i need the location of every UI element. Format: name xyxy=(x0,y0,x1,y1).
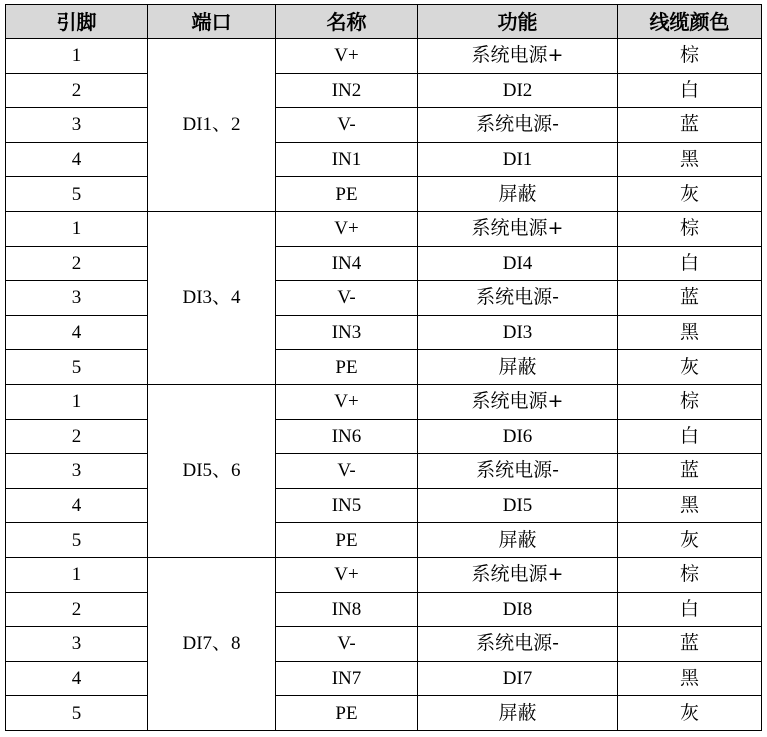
cable-color-cell: 白 xyxy=(618,419,762,454)
port-cell: DI7、8 xyxy=(148,557,276,730)
signal-name-cell: PE xyxy=(276,696,418,731)
port-cell: DI5、6 xyxy=(148,384,276,557)
pin-number-cell: 4 xyxy=(6,315,148,350)
pin-number-cell: 3 xyxy=(6,454,148,489)
table-row xyxy=(6,523,762,558)
signal-name-cell: IN4 xyxy=(276,246,418,281)
table-row xyxy=(6,315,762,350)
signal-name-cell: V+ xyxy=(276,384,418,419)
pin-number-cell: 2 xyxy=(6,592,148,627)
header-name: 名称 xyxy=(276,5,418,39)
pin-assignment-table xyxy=(5,4,762,731)
function-cell: 系统电源+ xyxy=(418,39,618,74)
signal-name-cell: IN7 xyxy=(276,661,418,696)
cable-color-cell: 棕 xyxy=(618,557,762,592)
table-row xyxy=(6,384,762,419)
function-cell: DI5 xyxy=(418,488,618,523)
signal-name-cell: IN8 xyxy=(276,592,418,627)
cable-color-cell: 蓝 xyxy=(618,108,762,143)
header-pin: 引脚 xyxy=(6,5,148,39)
pin-number-cell: 4 xyxy=(6,488,148,523)
table-row xyxy=(6,177,762,212)
signal-name-cell: PE xyxy=(276,350,418,385)
cable-color-cell: 灰 xyxy=(618,177,762,212)
cable-color-cell: 白 xyxy=(618,592,762,627)
cable-color-cell: 灰 xyxy=(618,523,762,558)
cable-color-cell: 黑 xyxy=(618,315,762,350)
table-row xyxy=(6,211,762,246)
table-row xyxy=(6,592,762,627)
signal-name-cell: IN6 xyxy=(276,419,418,454)
table-row xyxy=(6,142,762,177)
signal-name-cell: IN1 xyxy=(276,142,418,177)
function-cell: 系统电源- xyxy=(418,454,618,489)
function-cell: 屏蔽 xyxy=(418,696,618,731)
cable-color-cell: 棕 xyxy=(618,384,762,419)
pin-number-cell: 1 xyxy=(6,39,148,74)
signal-name-cell: IN5 xyxy=(276,488,418,523)
table-row xyxy=(6,108,762,143)
pin-number-cell: 5 xyxy=(6,350,148,385)
cable-color-cell: 蓝 xyxy=(618,454,762,489)
signal-name-cell: V- xyxy=(276,454,418,489)
table-header xyxy=(6,5,762,39)
port-cell: DI1、2 xyxy=(148,39,276,212)
header-cable-color: 线缆颜色 xyxy=(618,5,762,39)
table-row xyxy=(6,661,762,696)
pin-number-cell: 2 xyxy=(6,246,148,281)
signal-name-cell: V- xyxy=(276,281,418,316)
function-cell: 系统电源- xyxy=(418,281,618,316)
cable-color-cell: 灰 xyxy=(618,696,762,731)
table-row xyxy=(6,488,762,523)
signal-name-cell: PE xyxy=(276,177,418,212)
port-cell: DI3、4 xyxy=(148,211,276,384)
signal-name-cell: V- xyxy=(276,627,418,662)
signal-name-cell: V+ xyxy=(276,39,418,74)
function-cell: 系统电源- xyxy=(418,108,618,143)
table-body xyxy=(6,39,762,731)
signal-name-cell: V- xyxy=(276,108,418,143)
table-row xyxy=(6,557,762,592)
cable-color-cell: 白 xyxy=(618,73,762,108)
pin-number-cell: 1 xyxy=(6,384,148,419)
cable-color-cell: 黑 xyxy=(618,661,762,696)
cable-color-cell: 白 xyxy=(618,246,762,281)
function-cell: DI1 xyxy=(418,142,618,177)
function-cell: DI4 xyxy=(418,246,618,281)
table-caption-edge xyxy=(0,732,767,737)
signal-name-cell: V+ xyxy=(276,211,418,246)
cable-color-cell: 蓝 xyxy=(618,281,762,316)
signal-name-cell: IN3 xyxy=(276,315,418,350)
pin-number-cell: 3 xyxy=(6,108,148,143)
function-cell: 系统电源- xyxy=(418,627,618,662)
cable-color-cell: 棕 xyxy=(618,211,762,246)
table-row xyxy=(6,73,762,108)
function-cell: DI2 xyxy=(418,73,618,108)
cable-color-cell: 棕 xyxy=(618,39,762,74)
cable-color-cell: 黑 xyxy=(618,142,762,177)
header-function: 功能 xyxy=(418,5,618,39)
pin-number-cell: 4 xyxy=(6,661,148,696)
cable-color-cell: 蓝 xyxy=(618,627,762,662)
pin-number-cell: 4 xyxy=(6,142,148,177)
signal-name-cell: IN2 xyxy=(276,73,418,108)
pin-number-cell: 2 xyxy=(6,73,148,108)
table-row xyxy=(6,696,762,731)
table-row xyxy=(6,39,762,74)
function-cell: 系统电源+ xyxy=(418,384,618,419)
header-row xyxy=(6,5,762,39)
table-row xyxy=(6,246,762,281)
function-cell: 系统电源+ xyxy=(418,211,618,246)
table-row xyxy=(6,419,762,454)
function-cell: 屏蔽 xyxy=(418,350,618,385)
pin-number-cell: 1 xyxy=(6,211,148,246)
function-cell: 屏蔽 xyxy=(418,177,618,212)
pin-number-cell: 1 xyxy=(6,557,148,592)
cable-color-cell: 黑 xyxy=(618,488,762,523)
function-cell: DI3 xyxy=(418,315,618,350)
function-cell: DI8 xyxy=(418,592,618,627)
cable-color-cell: 灰 xyxy=(618,350,762,385)
table-row xyxy=(6,281,762,316)
signal-name-cell: PE xyxy=(276,523,418,558)
pin-number-cell: 5 xyxy=(6,177,148,212)
pin-number-cell: 3 xyxy=(6,627,148,662)
table-row xyxy=(6,627,762,662)
table-row xyxy=(6,454,762,489)
pin-number-cell: 5 xyxy=(6,696,148,731)
function-cell: DI6 xyxy=(418,419,618,454)
pin-number-cell: 3 xyxy=(6,281,148,316)
function-cell: 屏蔽 xyxy=(418,523,618,558)
table-row xyxy=(6,350,762,385)
function-cell: DI7 xyxy=(418,661,618,696)
signal-name-cell: V+ xyxy=(276,557,418,592)
pin-number-cell: 2 xyxy=(6,419,148,454)
pin-number-cell: 5 xyxy=(6,523,148,558)
function-cell: 系统电源+ xyxy=(418,557,618,592)
header-port: 端口 xyxy=(148,5,276,39)
